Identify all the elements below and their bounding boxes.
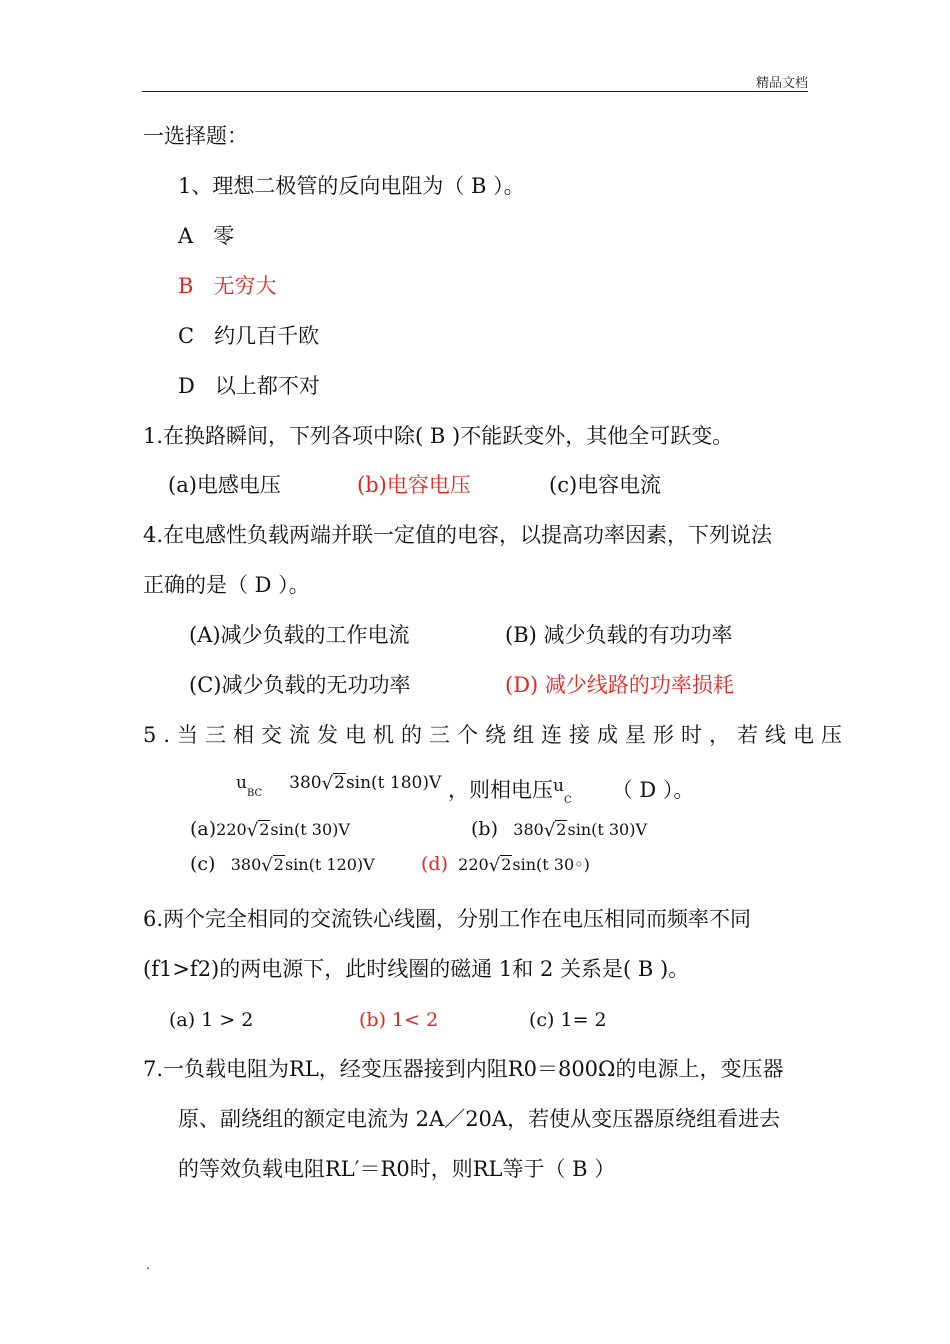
footer-mark: . (146, 1258, 150, 1272)
option-text: 约几百千欧 (214, 324, 320, 348)
q4-line1: 4.在电感性负载两端并联一定值的电容，以提高功率因素，下列说法 (143, 523, 773, 547)
u-symbol: u (236, 773, 247, 793)
sqrt-2: √2 (321, 773, 345, 794)
q7-line2: 原、副绕组的额定电流为 2A／20A，若使从变压器原绕组看进去 (178, 1107, 781, 1131)
q1-option-a (178, 222, 234, 250)
q5-given-formula (236, 772, 442, 799)
option-key: C (178, 324, 195, 348)
q2-stem: 1.在换路瞬间，下列各项中除( B )不能跃变外，其他全可跃变。 (143, 424, 734, 448)
q1-option-c (178, 322, 319, 350)
q6-option-a: (a) 1 > 2 (169, 1009, 254, 1031)
u-symbol: u (553, 776, 564, 796)
q6-option-b: (b) 1< 2 (359, 1009, 439, 1031)
then-text: ，则相电压 (448, 778, 553, 802)
option-key: B (178, 274, 194, 298)
q4-option-a: (A)减少负载的工作电流 (189, 623, 410, 647)
option-text: 以上都不对 (214, 374, 320, 398)
answer: （ D ）。 (611, 778, 695, 802)
q6-line2: (f1>f2)的两电源下，此时线圈的磁通 1和 2 关系是( B )。 (143, 957, 690, 981)
coef: 380 (289, 773, 322, 793)
option-key: D (178, 374, 195, 398)
q4-option-b: (B) 减少负载的有功功率 (505, 623, 733, 647)
q1-option-b (178, 272, 276, 300)
q4-option-c: (C)减少负载的无功功率 (189, 673, 411, 697)
q5-option-c: (c) 380√2sin(t 120)V (190, 853, 375, 876)
q2-option-b: (b)电容电压 (357, 473, 471, 497)
q2-option-c: (c)电容电流 (549, 473, 662, 497)
q4-option-d: (D) 减少线路的功率损耗 (505, 673, 734, 697)
q1-option-d (178, 372, 320, 400)
header-rule (142, 91, 808, 92)
q6-option-c: (c) 1= 2 (529, 1009, 607, 1031)
q7-line1: 7.一负载电阻为RL，经变压器接到内阻R0＝800Ω的电源上，变压器 (143, 1057, 784, 1081)
q5-then (448, 776, 694, 809)
subscript-c: C (563, 795, 572, 806)
header-label: 精品文档 (755, 76, 808, 91)
q1-stem: 1、理想二极管的反向电阻为（ B ）。 (178, 174, 525, 198)
subscript-bc: BC (246, 788, 263, 799)
option-text: 无穷大 (213, 274, 277, 298)
section-title: 一选择题： (143, 124, 248, 148)
q2-option-a: (a)电感电压 (168, 473, 281, 497)
option-text: 零 (213, 224, 235, 248)
q5-option-b: (b) 380√2sin(t 30)V (471, 818, 648, 841)
q6-line1: 6.两个完全相同的交流铁心线圈，分别工作在电压相同而频率不同 (143, 907, 752, 931)
q4-line2: 正确的是（ D ）。 (143, 573, 310, 597)
q7-line3: 的等效负载电阻RL′＝R0时，则RL等于（ B ） (178, 1157, 616, 1181)
q5-line1: 5.当三相交流发电机的三个绕组连接成星形时，若线电压 (143, 723, 850, 747)
option-key: A (178, 224, 194, 248)
q5-option-a: (a)220√2sin(t 30)V (190, 818, 350, 841)
q5-option-d: (d) 220√2sin(t 30◦) (421, 853, 590, 876)
func: sin(t 180)V (345, 773, 442, 793)
